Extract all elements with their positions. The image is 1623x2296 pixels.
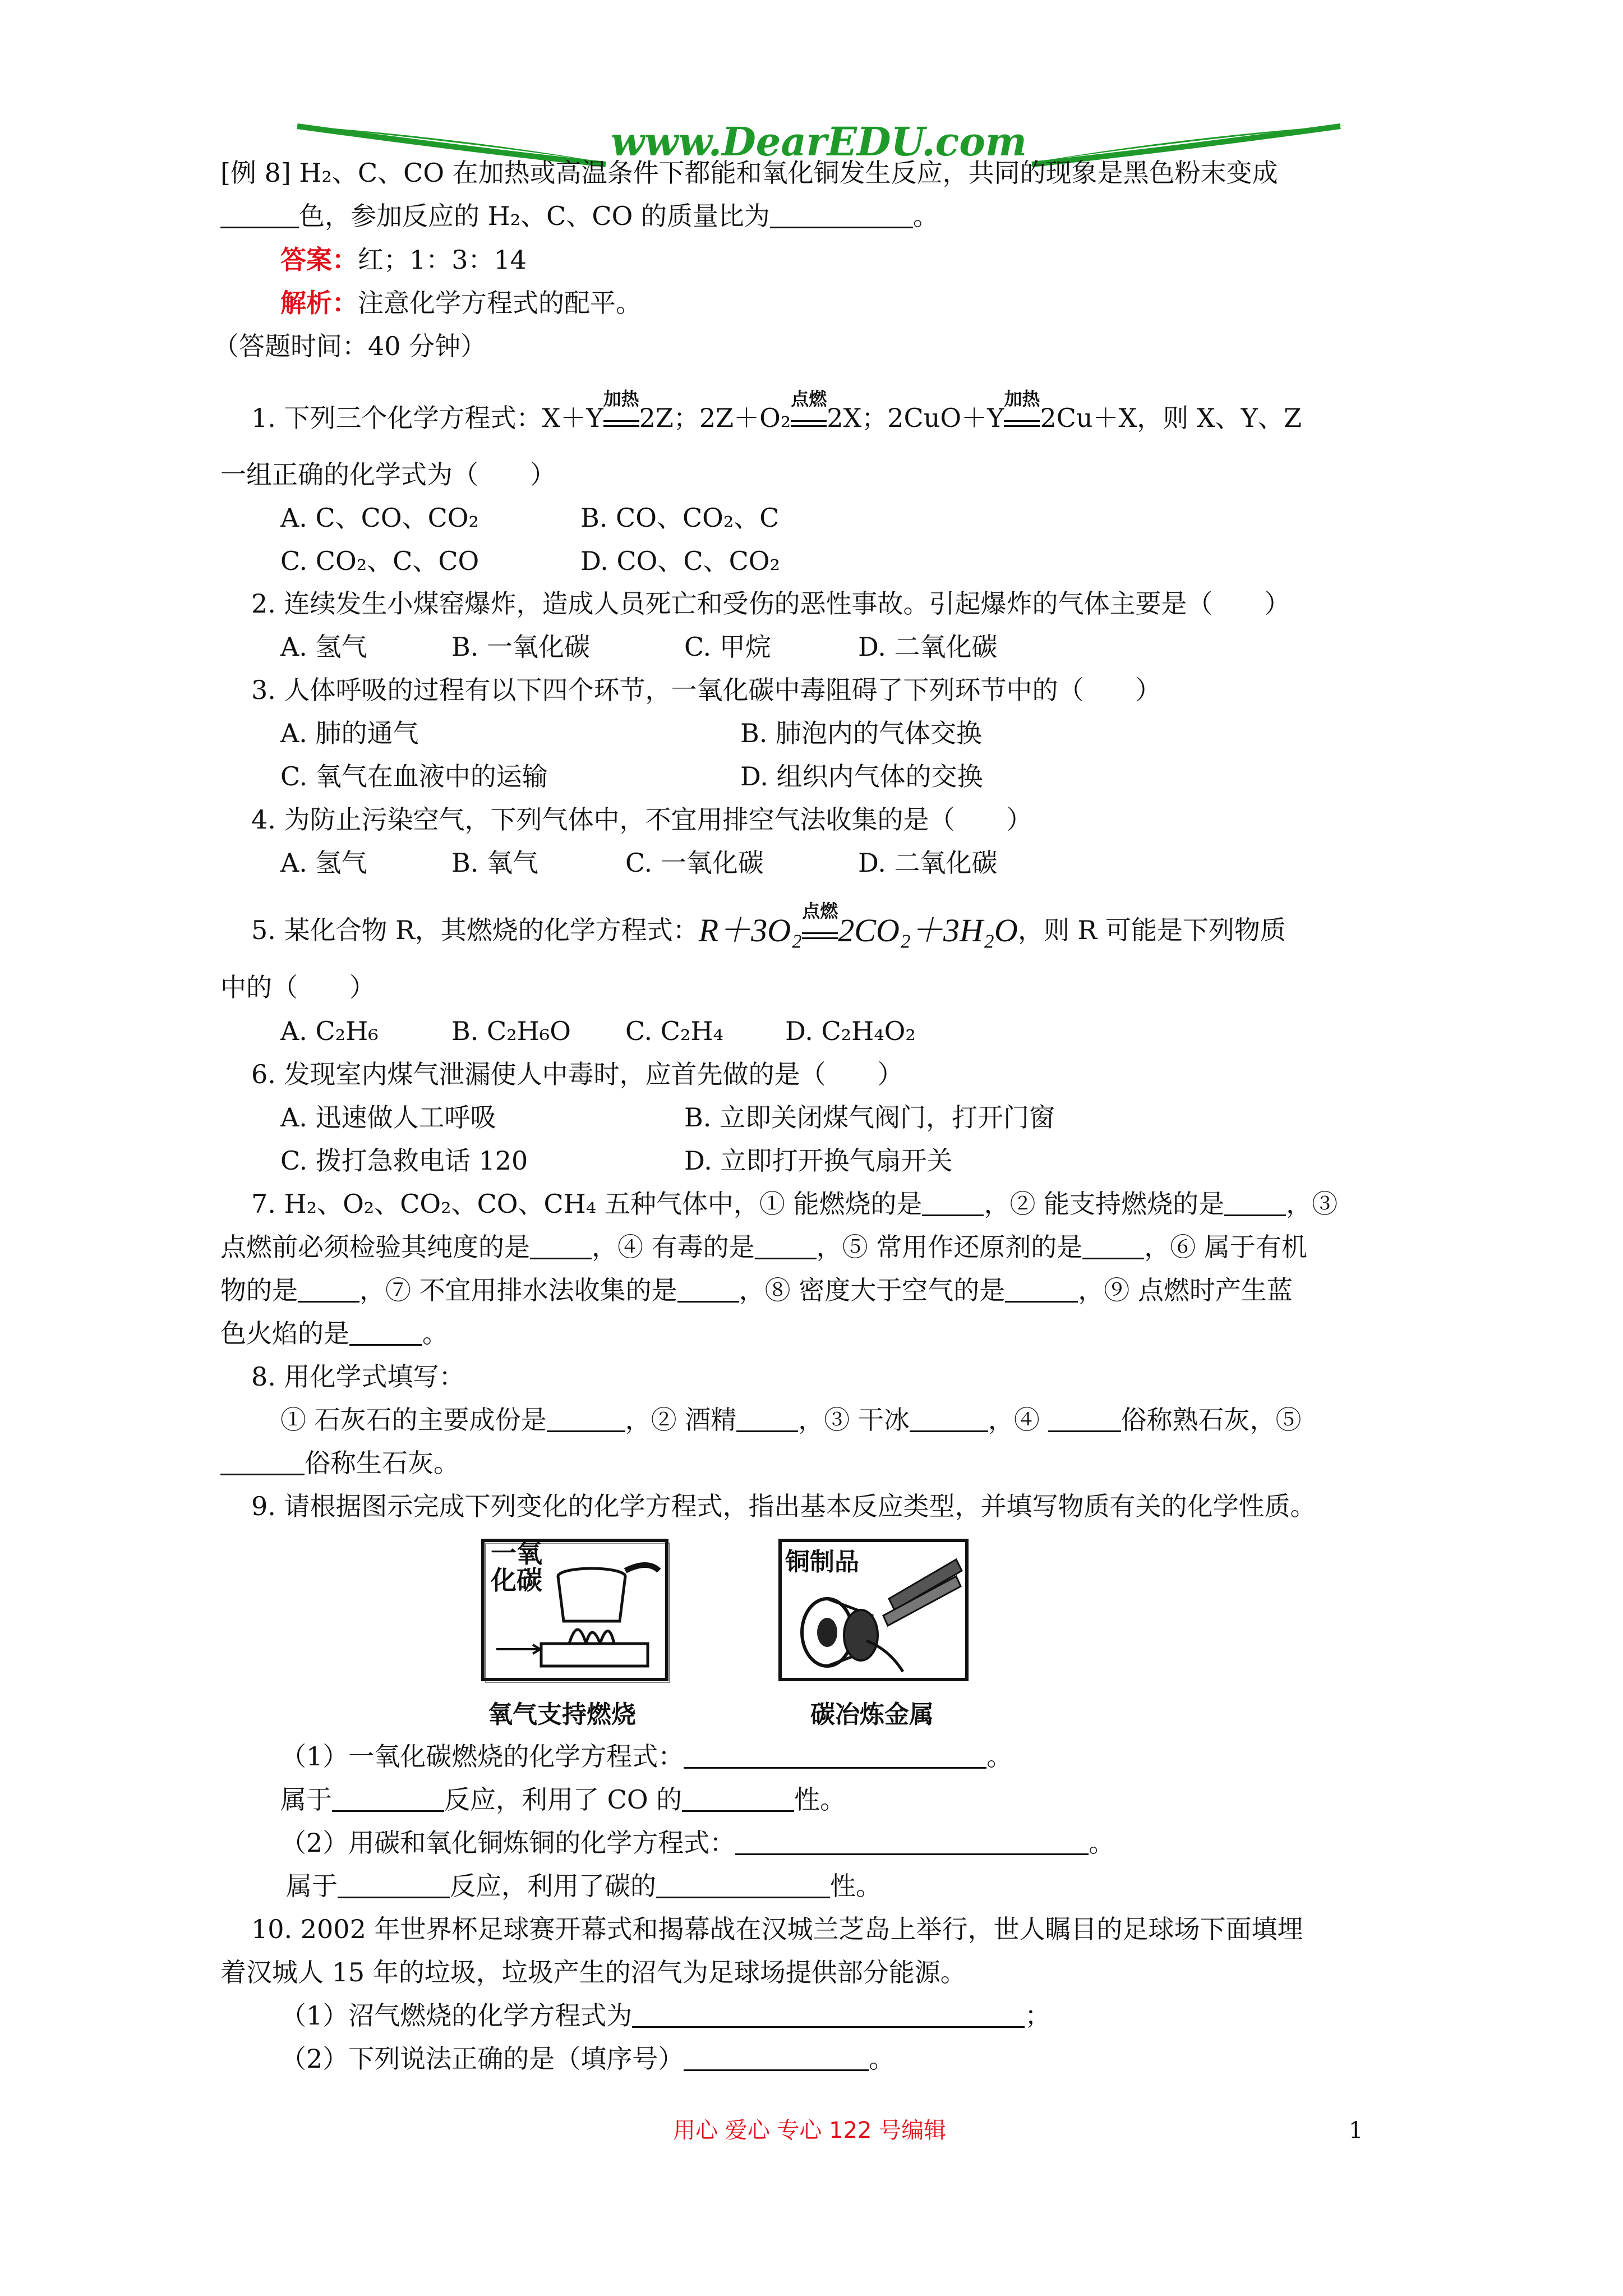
- blank[interactable]: [547, 1408, 625, 1432]
- blank[interactable]: [684, 1745, 986, 1769]
- q9-stem: 9. 请根据图示完成下列变化的化学方程式，指出基本反应类型，并填写物质有关的化学性质。: [251, 1491, 1316, 1521]
- q5-option-a[interactable]: A. C₂H₆: [280, 1016, 379, 1046]
- q7-line-3: 物的是 ，⑦ 不宜用排水法收集的是 ，⑧ 密度大于空气的是 ，⑨ 点燃时产生蓝: [220, 1275, 1293, 1305]
- q2-option-a[interactable]: A. 氢气: [280, 632, 367, 662]
- reaction-arrow: 点燃: [791, 410, 827, 427]
- answer-label: 答案：: [280, 245, 358, 275]
- q5-line-1: 5. 某化合物 R，其燃烧的化学方程式：R＋3O₂ 点燃 2CO₂＋3H₂O，则 R 可能是下列物质: [251, 900, 1286, 949]
- q1-option-c[interactable]: C. CO₂、C、CO: [280, 546, 479, 576]
- fig2-label: 铜制品: [785, 1548, 859, 1576]
- reaction-arrow: 加热: [603, 410, 639, 427]
- q6-option-a[interactable]: A. 迅速做人工呼吸: [280, 1102, 496, 1133]
- q2-option-d[interactable]: D. 二氧化碳: [858, 632, 998, 662]
- blank[interactable]: [632, 2004, 1025, 2028]
- blank[interactable]: [298, 1278, 359, 1303]
- q3-option-a[interactable]: A. 肺的通气: [280, 718, 419, 748]
- q9-sub-2b: 属于 反应，利用了碳的 性。: [286, 1871, 882, 1901]
- q3-option-c[interactable]: C. 氧气在血液中的运输: [280, 761, 548, 792]
- answer-line: [280, 247, 527, 273]
- blank[interactable]: [922, 1192, 984, 1216]
- blank[interactable]: [530, 1235, 592, 1259]
- q7-line-2: 点燃前必须检验其纯度的是 ，④ 有毒的是 ，⑤ 常用作还原剂的是 ，⑥ 属于有机: [220, 1232, 1307, 1262]
- fig2-caption: 碳冶炼金属: [810, 1700, 934, 1729]
- blank[interactable]: [332, 1788, 444, 1812]
- q1-option-a[interactable]: A. C、CO、CO₂: [280, 503, 479, 533]
- blank[interactable]: [1005, 1278, 1078, 1303]
- q3-stem: 3. 人体呼吸的过程有以下四个环节，一氧化碳中毒阻碍了下列环节中的（ ）: [251, 675, 1161, 705]
- q1-line-2: 一组正确的化学式为（ ）: [220, 459, 556, 490]
- equation-rhs: 2CO₂＋3H₂O: [838, 912, 1018, 949]
- blank[interactable]: [736, 1408, 798, 1432]
- q2-option-c[interactable]: C. 甲烷: [684, 632, 771, 662]
- q8-line-1: ① 石灰石的主要成份是 ，② 酒精 ，③ 干冰 ，④ 俗称熟石灰，⑤: [280, 1405, 1302, 1435]
- example-line-2: 色，参加反应的 H₂、C、CO 的质量比为 。: [220, 203, 939, 229]
- q9-sub-1b: 属于 反应，利用了 CO 的 性。: [280, 1784, 846, 1815]
- answer-text: 红；1：3：14: [358, 245, 527, 275]
- blank[interactable]: [682, 1788, 794, 1812]
- q7-line-1: 7. H₂、O₂、CO₂、CO、CH₄ 五种气体中，① 能燃烧的是 ，② 能支持燃烧的是 ，③: [251, 1189, 1338, 1219]
- q10-sub-1: （1）沼气燃烧的化学方程式为 ；: [280, 2000, 1051, 2031]
- blank[interactable]: [349, 1322, 422, 1346]
- site-logo-text: www.DearEDU.com: [610, 118, 1027, 165]
- q7-line-4: 色火焰的是 。: [220, 1318, 448, 1349]
- q5-option-b[interactable]: B. C₂H₆O: [451, 1016, 571, 1046]
- q5-option-d[interactable]: D. C₂H₄O₂: [785, 1016, 916, 1046]
- analysis-label: 解析：: [280, 288, 358, 318]
- equation-lhs: R＋3O₂: [698, 912, 803, 949]
- q10-line-2: 着汉城人 15 年的垃圾，垃圾产生的沼气为足球场提供部分能源。: [220, 1957, 966, 1987]
- q3-option-b[interactable]: B. 肺泡内的气体交换: [740, 718, 983, 748]
- reaction-arrow: 点燃: [802, 922, 838, 939]
- blank[interactable]: [755, 1235, 817, 1259]
- q6-option-d[interactable]: D. 立即打开换气扇开关: [684, 1145, 953, 1176]
- q3-option-d[interactable]: D. 组织内气体的交换: [740, 761, 983, 792]
- q6-option-b[interactable]: B. 立即关闭煤气阀门，打开门窗: [684, 1102, 1055, 1133]
- blank[interactable]: [770, 204, 913, 228]
- reaction-arrow: 加热: [1004, 410, 1040, 427]
- blank[interactable]: [220, 204, 299, 228]
- q4-option-d[interactable]: D. 二氧化碳: [858, 848, 998, 878]
- q8-line-2: 俗称生石灰。: [220, 1450, 459, 1476]
- q6-stem: 6. 发现室内煤气泄漏使人中毒时，应首先做的是（ ）: [251, 1059, 903, 1089]
- blank[interactable]: [220, 1451, 305, 1475]
- q4-option-c[interactable]: C. 一氧化碳: [625, 848, 764, 878]
- blank[interactable]: [1082, 1235, 1144, 1259]
- q4-option-b[interactable]: B. 氧气: [451, 848, 539, 878]
- q4-option-a[interactable]: A. 氢气: [280, 848, 367, 878]
- blank[interactable]: [910, 1408, 988, 1432]
- blank[interactable]: [1048, 1408, 1121, 1432]
- fig1-caption: 氧气支持燃烧: [488, 1700, 636, 1729]
- blank[interactable]: [338, 1874, 450, 1898]
- blank[interactable]: [656, 1874, 830, 1898]
- q9-sub-1: （1）一氧化碳燃烧的化学方程式： 。: [280, 1741, 1013, 1772]
- analysis-line: [280, 290, 642, 316]
- footer-text: 用心 爱心 专心 122 号编辑: [673, 2118, 947, 2143]
- q1-option-b[interactable]: B. CO、CO₂、C: [580, 503, 780, 533]
- blank[interactable]: [735, 1831, 1089, 1855]
- analysis-text: 注意化学方程式的配平。: [358, 288, 642, 318]
- q8-stem: 8. 用化学式填写：: [251, 1361, 465, 1392]
- blank[interactable]: [677, 1278, 739, 1303]
- q1-line-1: 1. 下列三个化学方程式：X＋Y 加热 2Z；2Z＋O₂ 点燃 2X；2CuO＋Y 加热 2Cu＋X，则 X、Y、Z: [251, 388, 1302, 433]
- q2-stem: 2. 连续发生小煤窑爆炸，造成人员死亡和受伤的恶性事故。引起爆炸的气体主要是（ ）: [251, 588, 1290, 619]
- q10-sub-2: （2）下列说法正确的是（填序号） 。: [280, 2044, 895, 2074]
- q4-stem: 4. 为防止污染空气，下列气体中，不宜用排空气法收集的是（ ）: [251, 804, 1032, 835]
- time-note: （答题时间：40 分钟）: [213, 331, 487, 361]
- q1-option-d[interactable]: D. CO、C、CO₂: [580, 546, 780, 576]
- blank[interactable]: [1224, 1192, 1286, 1216]
- q6-option-c[interactable]: C. 拨打急救电话 120: [280, 1145, 528, 1176]
- q10-line-1: 10. 2002 年世界杯足球赛开幕式和揭幕战在汉城兰芝岛上举行，世人瞩目的足球场下面填埋: [251, 1914, 1303, 1944]
- q5-option-c[interactable]: C. C₂H₄: [625, 1016, 723, 1046]
- blank[interactable]: [684, 2047, 869, 2071]
- example-line-1: [例 8] H₂、C、CO 在加热或高温条件下都能和氧化铜发生反应，共同的现象是黑色粉末变成: [220, 158, 1278, 188]
- fig1-label: 一氧化碳: [491, 1538, 542, 1596]
- q2-option-b[interactable]: B. 一氧化碳: [451, 632, 591, 662]
- page-number: 1: [1349, 2118, 1363, 2143]
- q5-line-2: 中的（ ）: [220, 972, 375, 1002]
- q9-sub-2: （2）用碳和氧化铜炼铜的化学方程式： 。: [280, 1828, 1115, 1858]
